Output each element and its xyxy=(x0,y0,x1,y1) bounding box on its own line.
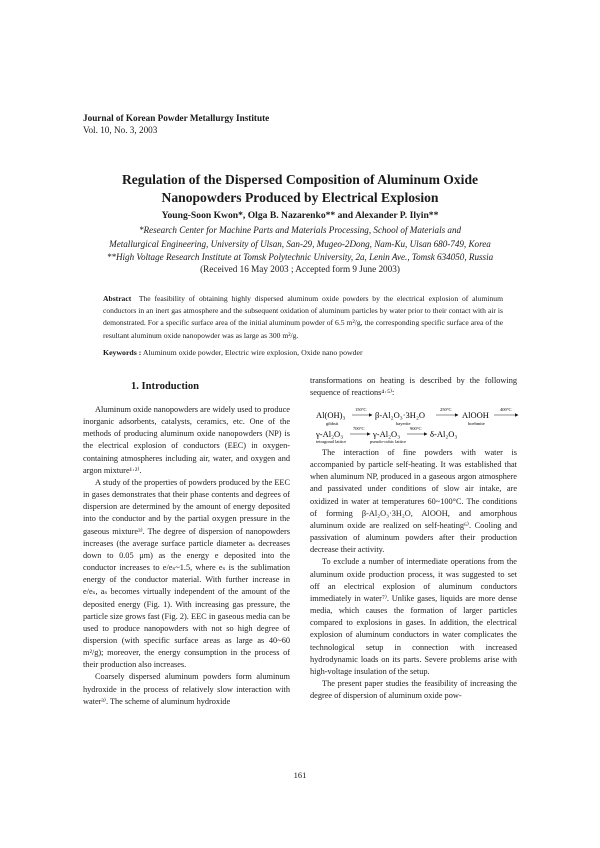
compound-delta: δ-Al₂O₃ xyxy=(430,429,458,439)
affiliations xyxy=(30,224,570,265)
temp-label: 250°C xyxy=(440,407,452,412)
paragraph: Coarsely dispersed aluminum powders form aluminum hydroxide in the process of relatively slow interaction with water³⁾. The scheme of aluminum hydroxide xyxy=(83,672,290,706)
paragraph: A study of the properties of powders produced by the EEC in gases demonstrates that their phase contents and degrees of dispersion are determined by the amount of energy deposited into the conductor and by the partial oxygen pressure in the gaseous mixture³⁾. The degree of dispersion of nanopowders increases (the average surface particle diameter aₛ decreases down to 0.05 μm) as the energy e deposited into the conductor increases to e/eₛ~1.5, where eₛ is the sublimation energy of the conductor material. With further increase in e/eₛ, aₛ becomes virtually independent of the amount of the deposited energy (Fig. 1). With increasing gas pressure, the particle size grows fast (Fig. 2). EEC in gaseous media can be used to produce nanopowders with not so high degree of dispersion (with specific surface areas as large as 40~60 m²/g); moreover, the energy consumption in the process of their production also increases. xyxy=(83,477,290,670)
paragraph: Aluminum oxide nanopowders are widely used to produce inorganic adsorbents, catalysts, ceramics, etc. One of the methods of producing aluminum oxide nanopowders (NP) is the electrical explosion of conductors (EEC) in oxygen-containing atmospheres including air, water, and oxygen and argon mixture¹·²⁾. xyxy=(83,405,290,475)
affiliation-line: **High Voltage Research Institute at Tomsk Polytechnic University, 2a, Lenin Ave., Tomsk 634050, Russia xyxy=(106,252,494,262)
label-bayerite: bayerite xyxy=(396,421,411,426)
label-boehmite: boehmite xyxy=(468,421,485,426)
affiliation-line: Metallurgical Engineering, University of Ulsan, San-29, Mugeo-2Dong, Nam-Ku, Ulsan 680-749, Korea xyxy=(109,238,491,249)
paragraph: transformations on heating is described by the following sequence of reactions⁴·⁵⁾: xyxy=(310,376,517,398)
reaction-scheme xyxy=(316,407,521,444)
abstract-text: The feasibility of obtaining highly dispersed aluminum oxide powders by the electrical explosion of aluminum conductors in an inert gas atmosphere and the subsequent oxidation of aluminum particles by water prior to their contact with air is demonstrated. For a specific surface area of the initial aluminum powder of 6.5 m²/g, the corresponding specific surface area of the resultant aluminum oxide nanopowder was as large as 300 m²/g. xyxy=(103,294,503,340)
paragraph: The interaction of fine powders with water is accompanied by particle self-heating. It was established that when aluminum NP, produced in a gaseous argon atmosphere and passivated under conditions of slow air intake, are oxidized in water at temperatures 60~100°C. The conditions of forming β-Al₂O₃·3H₂O, AlOOH, and amorphous aluminum oxide are realized on self-heating⁶⁾. Cooling and passivation of aluminum powders after their production decrease their activity. xyxy=(310,448,517,555)
section-heading: 1. Introduction xyxy=(130,381,200,392)
temp-label: 400°C xyxy=(500,407,512,412)
compound-gamma-tetragonal: γ-Al₂O₃ xyxy=(316,429,344,439)
title-line-1: Regulation of the Dispersed Composition of Aluminum Oxide xyxy=(121,172,479,187)
author-list: Young-Soon Kwon*, Olga B. Nazarenko** and Alexander P. Ilyin** xyxy=(161,210,439,221)
temp-label: 900°C xyxy=(410,426,422,431)
page-number: 161 xyxy=(293,770,307,780)
left-column xyxy=(83,404,290,708)
right-column xyxy=(310,447,517,702)
label-pseudo-cubic: pseudo-cubic lattice xyxy=(370,439,407,444)
paragraph: The present paper studies the feasibility of increasing the degree of dispersion of aluminum oxide pow- xyxy=(310,678,517,701)
abstract-label: Abstract xyxy=(103,294,132,303)
compound-gibbsit: Al(OH)₃ xyxy=(316,410,346,420)
temp-label: 150°C xyxy=(355,407,367,412)
journal-name: Journal of Korean Powder Metallurgy Institute xyxy=(83,113,270,123)
temp-label: 700°C xyxy=(353,426,365,431)
paragraph: To exclude a number of intermediate operations from the aluminum oxide production process, it was suggested to set off an electrical explosion of aluminum conductors immediately in water⁷⁾. Unlike gases, liquids are more dense media, which causes the formation of larger particles compared to explosions in gases. In addition, the electrical explosion of aluminum conductors in water complicates the technological setup in connection with increased hydrodynamic loads on its parts. Severe problems arise with high-voltage insulation of the setup. xyxy=(310,557,517,676)
abstract xyxy=(103,293,503,342)
keywords-label: Keywords : xyxy=(103,348,142,357)
affiliation-line: *Research Center for Machine Parts and Materials Processing, School of Materials and xyxy=(138,225,462,235)
compound-gamma-cubic: γ-Al₂O₃ xyxy=(373,429,401,439)
keywords-text: Aluminum oxide powder, Electric wire explosion, Oxide nano powder xyxy=(142,348,363,357)
received-dates: (Received 16 May 2003 ; Accepted form 9 June 2003) xyxy=(200,264,400,274)
right-column-intro xyxy=(310,375,517,399)
compound-bayerite: β-Al₂O₃·3H₂O xyxy=(375,410,426,420)
keywords xyxy=(103,348,503,357)
compound-boehmite: AlOOH xyxy=(462,410,489,420)
title-line-2: Nanopowders Produced by Electrical Explosion xyxy=(161,190,439,205)
journal-volume: Vol. 10, No. 3, 2003 xyxy=(83,124,158,135)
journal-header xyxy=(83,113,269,136)
label-gibbsit: gibbsit xyxy=(326,421,339,426)
label-tetragonal: tetragonal lattice xyxy=(316,439,347,444)
paper-title xyxy=(60,171,540,207)
